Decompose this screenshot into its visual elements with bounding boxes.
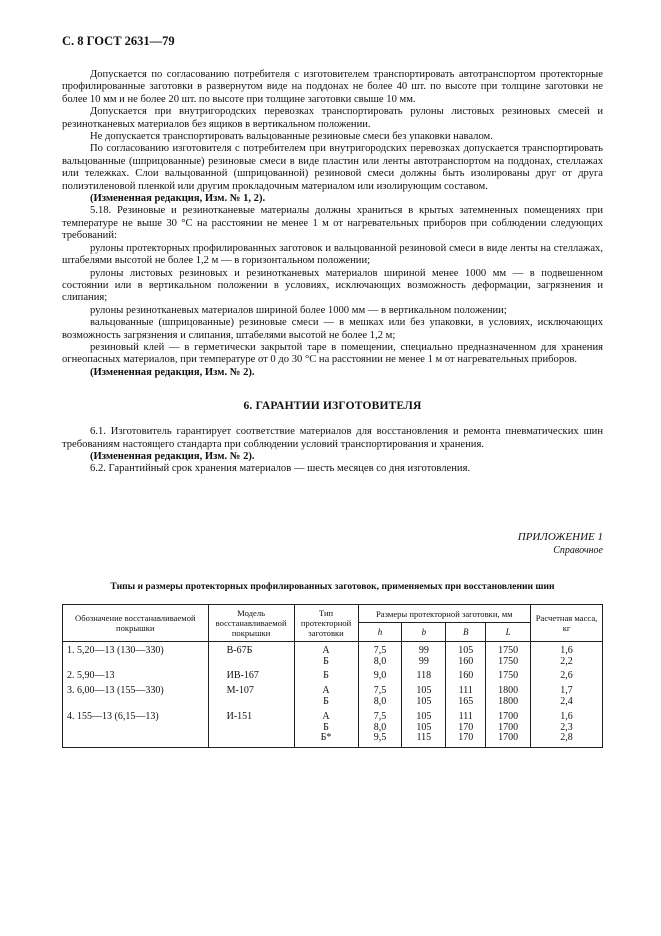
cell-tire: 3. 6,00—13 (155—330) — [63, 682, 209, 708]
col-header-mass: Расчетная масса, кг — [531, 604, 603, 641]
cell-mass: 1,7 2,4 — [531, 682, 603, 708]
cell-tire: 1. 5,20—13 (130—330) — [63, 641, 209, 667]
cell-b: 105 105 115 — [402, 708, 446, 748]
cell-L: 1700 1700 1700 — [486, 708, 531, 748]
table-row — [63, 682, 603, 708]
table-row — [63, 641, 603, 667]
cell-model: И-151 — [208, 708, 294, 748]
cell-B: 160 — [446, 667, 486, 682]
appendix-heading — [62, 531, 603, 557]
appendix-title: ПРИЛОЖЕНИЕ 1 — [517, 530, 603, 543]
cell-b: 105 105 — [402, 682, 446, 708]
paragraph: Не допускается транспортировать вальцованные резиновые смеси без упаковки навалом. — [90, 131, 493, 143]
cell-type: Б — [294, 667, 358, 682]
paragraph: рулоны резинотканевых материалов шириной более 1000 мм — в вертикальном положении; — [90, 304, 507, 316]
col-header-B: B — [446, 623, 486, 642]
table-row — [63, 708, 603, 748]
cell-h: 7,5 8,0 — [358, 682, 402, 708]
paragraph: 6.2. Гарантийный срок хранения материалов — шесть месяцев со дня изготовления. — [90, 463, 471, 475]
document-page — [62, 20, 603, 748]
sizes-table — [62, 604, 603, 748]
edit-note: (Измененная редакция, Изм. № 1, 2). — [90, 193, 266, 205]
col-header-b: b — [402, 623, 446, 642]
cell-mass: 2,6 — [531, 667, 603, 682]
paragraph: вальцованные (шприцованные) резиновые смеси — в мешках или без упаковки, в условиях, исключающих возможность загрязнения и слипания, штабелями высотой не более 1,2 м; — [62, 317, 603, 341]
col-header-dimensions: Размеры протекторной заготовки, мм — [358, 604, 531, 623]
col-header-type: Тип протекторной заготовки — [294, 604, 358, 641]
cell-model: ИВ-167 — [208, 667, 294, 682]
col-header-h: h — [358, 623, 402, 642]
cell-mass: 1,6 2,2 — [531, 641, 603, 667]
cell-L: 1800 1800 — [486, 682, 531, 708]
cell-B: 111 170 170 — [446, 708, 486, 748]
paragraph: рулоны протекторных профилированных заготовок и вальцованной резиновой смеси в виде ленты на стеллажах, штабелями высотой не более 1,2 м — в горизонтальном положении; — [62, 242, 603, 267]
col-header-L: L — [486, 623, 531, 642]
page-header: С. 8 ГОСТ 2631—79 — [62, 34, 175, 48]
cell-h: 7,5 8,0 9,5 — [358, 708, 402, 748]
paragraph: Допускается по согласованию потребителя с изготовителем транспортировать автотранспортом протекторные профилированные заготовки в развернутом виде на поддонах не более 40 шт. по высоте при толщине заготовки не более 10 мм и не более 20 шт. по высоте при толщине заготовки свыше 10 мм. — [62, 69, 603, 105]
cell-mass: 1,6 2,3 2,8 — [531, 708, 603, 748]
cell-model: В-67Б — [208, 641, 294, 667]
cell-B: 111 165 — [446, 682, 486, 708]
cell-type: А Б Б* — [294, 708, 358, 748]
cell-h: 9,0 — [358, 667, 402, 682]
cell-tire: 2. 5,90—13 — [63, 667, 209, 682]
paragraph: 5.18. Резиновые и резинотканевые материалы должны храниться в крытых затемненных помещениях при температуре не выше 30 °С на расстоянии не менее 1 м от нагревательных приборов при соблюдении следующих требований: — [62, 205, 603, 242]
paragraph: Допускается при внутригородских перевозках транспортировать рулоны листовых резиновых смесей и резинотканевых материалов без ящиков в вертикальном положении. — [62, 106, 603, 130]
appendix-subtitle: Справочное — [553, 544, 603, 556]
cell-tire: 4. 155—13 (6,15—13) — [63, 708, 209, 748]
section-title: 6. ГАРАНТИИ ИЗГОТОВИТЕЛЯ — [243, 400, 422, 413]
cell-B: 105 160 — [446, 641, 486, 667]
table-row — [63, 667, 603, 682]
paragraph: По согласованию изготовителя с потребителем при внутригородских перевозках допускается транспортировать вальцованные (шприцованные) резиновые смеси в виде пластин или ленты автотранспортом на поддонах, стеллажах или тележках. Слои вальцованной (шприцованной) резиновой смеси должны быть изолированы друг от друга полиэтиленовой пленкой или другим прокладочным материалом или изолирующим составом. — [62, 143, 603, 192]
cell-L: 1750 — [486, 667, 531, 682]
table-title: Типы и размеры протекторных профилированных заготовок, применяемых при восстановлении шин — [110, 580, 555, 592]
cell-b: 99 99 — [402, 641, 446, 667]
cell-type: А Б — [294, 682, 358, 708]
col-header-tire: Обозначение восстанавливаемой покрышки — [63, 604, 209, 641]
cell-model: М-107 — [208, 682, 294, 708]
cell-b: 118 — [402, 667, 446, 682]
paragraph: резиновый клей — в герметически закрытой таре в помещении, специально предназначенном для хранения огнеопасных материалов, при температуре от 0 до 30 °С на расстоянии не менее 1 м от нагревательных приборов. — [62, 341, 603, 366]
edit-note: (Измененная редакция, Изм. № 2). — [90, 450, 255, 462]
cell-type: А Б — [294, 641, 358, 667]
col-header-model: Модель восстанавливаемой покрышки — [208, 604, 294, 641]
edit-note: (Измененная редакция, Изм. № 2). — [90, 366, 255, 378]
paragraph: рулоны листовых резиновых и резинотканевых материалов шириной менее 1000 мм — в подвешенном состоянии или в вертикальном положении в условиях, исключающих возможность деформации, загрязнения и слипания; — [62, 267, 603, 304]
cell-L: 1750 1750 — [486, 641, 531, 667]
cell-h: 7,5 8,0 — [358, 641, 402, 667]
paragraph: 6.1. Изготовитель гарантирует соответствие материалов для восстановления и ремонта пневматических шин требованиям настоящего стандарта при соблюдении условий транспортирования и хранения. — [62, 426, 603, 450]
